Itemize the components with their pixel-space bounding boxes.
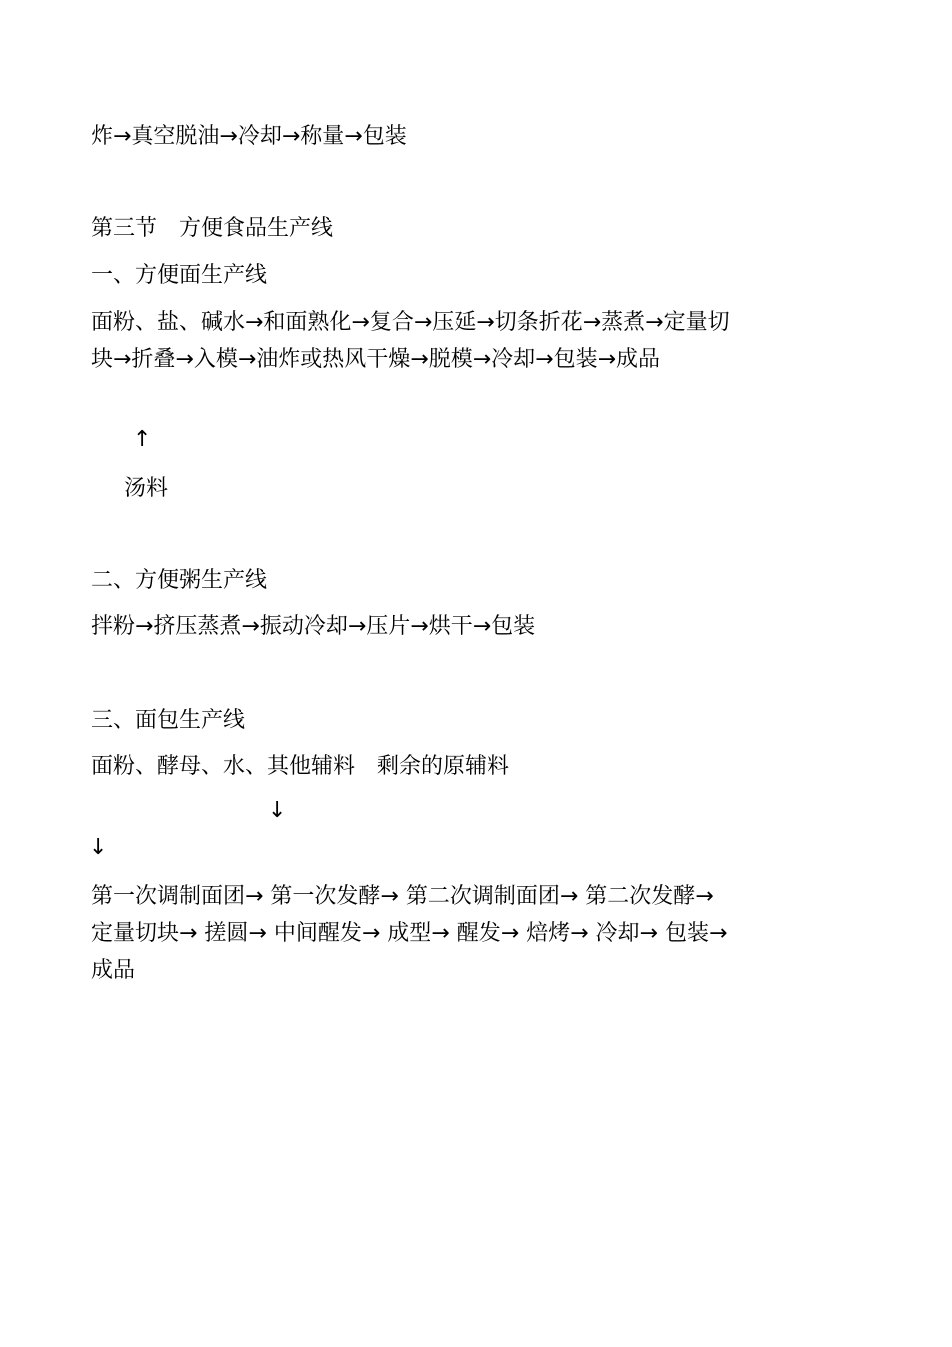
up-arrow: ↑ <box>133 427 152 452</box>
bread-ingredients-text: 面粉、酵母、水、其他辅料 剩余的原辅料 <box>91 754 510 779</box>
down-arrow-right: ↓ <box>268 798 287 823</box>
noodle-line-heading: 一、方便面生产线 <box>91 263 268 288</box>
fry-process-text: 炸→真空脱油→冷却→称量→包装 <box>91 124 407 149</box>
porridge-line-heading: 二、方便粥生产线 <box>91 568 268 593</box>
noodle-process-text: 面粉、盐、碱水→和面熟化→复合→压延→切条折花→蒸煮→定量切块→折叠→入模→油炸或热风干燥→脱模→冷却→包装→成品 <box>91 310 730 372</box>
porridge-process-text: 拌粉→挤压蒸煮→振动冷却→压片→烘干→包装 <box>91 614 536 639</box>
bread-process-text: 第一次调制面团→ 第一次发酵→ 第二次调制面团→ 第二次发酵→ 定量切块→ 搓圆→ 中间醒发→ 成型→ 醒发→ 焙烤→ 冷却→ 包装→ 成品 <box>91 884 728 983</box>
section-title: 第三节 方便食品生产线 <box>91 216 334 241</box>
down-arrow-left: ↓ <box>89 835 108 860</box>
bread-line-heading: 三、面包生产线 <box>91 708 246 733</box>
soup-label: 汤料 <box>124 476 169 501</box>
